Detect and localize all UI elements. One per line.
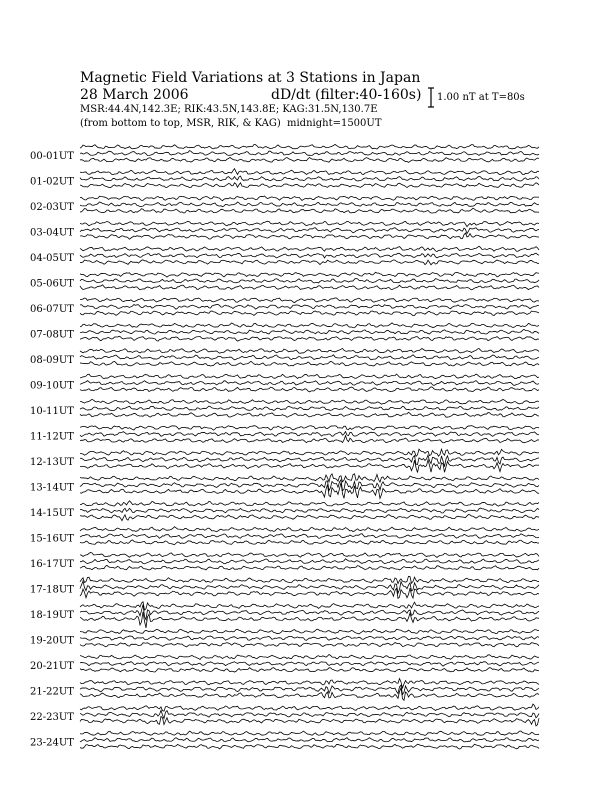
- trace-rik: [80, 202, 539, 207]
- trace-msr: [80, 514, 539, 520]
- row-label: 13-14UT: [30, 482, 74, 494]
- row-label: 14-15UT: [30, 508, 74, 519]
- trace-msr: [80, 612, 539, 628]
- trace-rik: [80, 559, 539, 564]
- trace-rik: [80, 508, 539, 513]
- trace-rik: [80, 662, 539, 666]
- trace-rik: [80, 480, 539, 491]
- trace-msr: [80, 157, 539, 162]
- trace-rik: [80, 455, 539, 467]
- row-label: 01-02UT: [30, 176, 74, 188]
- trace-kag: [80, 527, 539, 532]
- midnight-note: midnight=1500UT: [287, 118, 382, 129]
- row-label: 10-11UT: [30, 406, 74, 417]
- trace-msr: [80, 460, 539, 473]
- trace-rik: [80, 176, 539, 181]
- trace-rik: [80, 581, 539, 593]
- trace-rik: [80, 253, 539, 258]
- row-label: 12-13UT: [30, 457, 74, 468]
- trace-rik: [80, 355, 539, 360]
- trace-kag: [80, 196, 539, 201]
- trace-msr: [80, 412, 539, 417]
- trace-kag: [80, 449, 539, 456]
- trace-rik: [80, 710, 539, 718]
- scale-bar: [428, 88, 434, 107]
- trace-kag: [80, 576, 539, 583]
- trace-msr: [80, 642, 539, 646]
- traces: [80, 144, 539, 749]
- trace-kag: [80, 348, 539, 353]
- station-order-note: (from bottom to top, MSR, RIK, & KAG): [80, 118, 281, 129]
- row-label: 15-16UT: [30, 533, 74, 545]
- trace-kag: [80, 246, 539, 251]
- trace-msr: [80, 208, 539, 213]
- trace-msr: [80, 336, 539, 341]
- date-label: 28 March 2006: [80, 87, 189, 103]
- trace-kag: [80, 169, 539, 175]
- row-label: 18-19UT: [30, 610, 74, 621]
- trace-msr: [80, 183, 539, 188]
- row-label: 20-21UT: [30, 661, 74, 672]
- trace-msr: [80, 260, 539, 265]
- trace-rik: [80, 636, 539, 640]
- row-label: 05-06UT: [30, 278, 74, 290]
- row-label: 09-10UT: [30, 380, 74, 392]
- trace-kag: [80, 298, 539, 303]
- trace-rik: [80, 605, 539, 620]
- trace-msr: [80, 716, 539, 725]
- trace-msr: [80, 361, 539, 366]
- trace-kag: [80, 323, 539, 328]
- trace-msr: [80, 436, 539, 443]
- trace-msr: [80, 565, 539, 570]
- row-label: 17-18UT: [30, 584, 74, 596]
- row-label: 06-07UT: [30, 304, 74, 315]
- trace-msr: [80, 540, 539, 545]
- trace-msr: [80, 588, 539, 598]
- trace-kag: [80, 144, 539, 149]
- trace-kag: [80, 629, 539, 634]
- row-label: 19-20UT: [30, 635, 74, 647]
- trace-rik: [80, 228, 539, 234]
- trace-kag: [80, 501, 539, 506]
- trace-rik: [80, 534, 539, 539]
- row-label: 08-09UT: [30, 355, 74, 366]
- trace-rik: [80, 151, 539, 156]
- trace-rik: [80, 432, 539, 437]
- station-coordinates: MSR:44.4N,142.3E; RIK:43.5N,143.8E; KAG:31.5N,130.7E: [80, 104, 378, 115]
- row-label: 00-01UT: [30, 151, 74, 162]
- trace-kag: [80, 399, 539, 404]
- trace-kag: [80, 426, 539, 431]
- trace-msr: [80, 311, 539, 316]
- row-label: 23-24UT: [30, 737, 74, 749]
- row-label: 04-05UT: [30, 253, 74, 264]
- trace-kag: [80, 374, 539, 379]
- trace-kag: [80, 552, 539, 557]
- trace-rik: [80, 329, 539, 334]
- trace-rik: [80, 305, 539, 310]
- filter-label: dD/dt (filter:40-160s): [271, 87, 422, 103]
- trace-kag: [80, 679, 539, 688]
- trace-kag: [80, 654, 539, 659]
- trace-kag: [80, 704, 539, 711]
- trace-rik: [80, 278, 539, 283]
- trace-rik: [80, 381, 539, 386]
- row-labels: [30, 151, 74, 749]
- row-label: 02-03UT: [30, 202, 74, 213]
- row-label: 03-04UT: [30, 227, 74, 239]
- trace-rik: [80, 738, 539, 742]
- trace-kag: [80, 602, 539, 610]
- chart-title: Magnetic Field Variations at 3 Stations in Japan: [80, 70, 421, 86]
- trace-kag: [80, 221, 539, 226]
- trace-rik: [80, 406, 539, 410]
- scale-bar-label: 1.00 nT at T=80s: [437, 92, 525, 103]
- row-label: 07-08UT: [30, 329, 74, 341]
- trace-msr: [80, 233, 539, 239]
- trace-rik: [80, 685, 539, 694]
- trace-kag: [80, 731, 539, 735]
- row-label: 21-22UT: [30, 686, 74, 698]
- trace-msr: [80, 387, 539, 392]
- trace-msr: [80, 668, 539, 672]
- row-label: 11-12UT: [30, 431, 74, 443]
- trace-kag: [80, 272, 539, 277]
- row-label: 16-17UT: [30, 559, 74, 570]
- trace-kag: [80, 474, 539, 482]
- trace-msr: [80, 285, 539, 290]
- trace-msr: [80, 688, 539, 701]
- trace-msr: [80, 744, 539, 749]
- row-label: 22-23UT: [30, 712, 74, 723]
